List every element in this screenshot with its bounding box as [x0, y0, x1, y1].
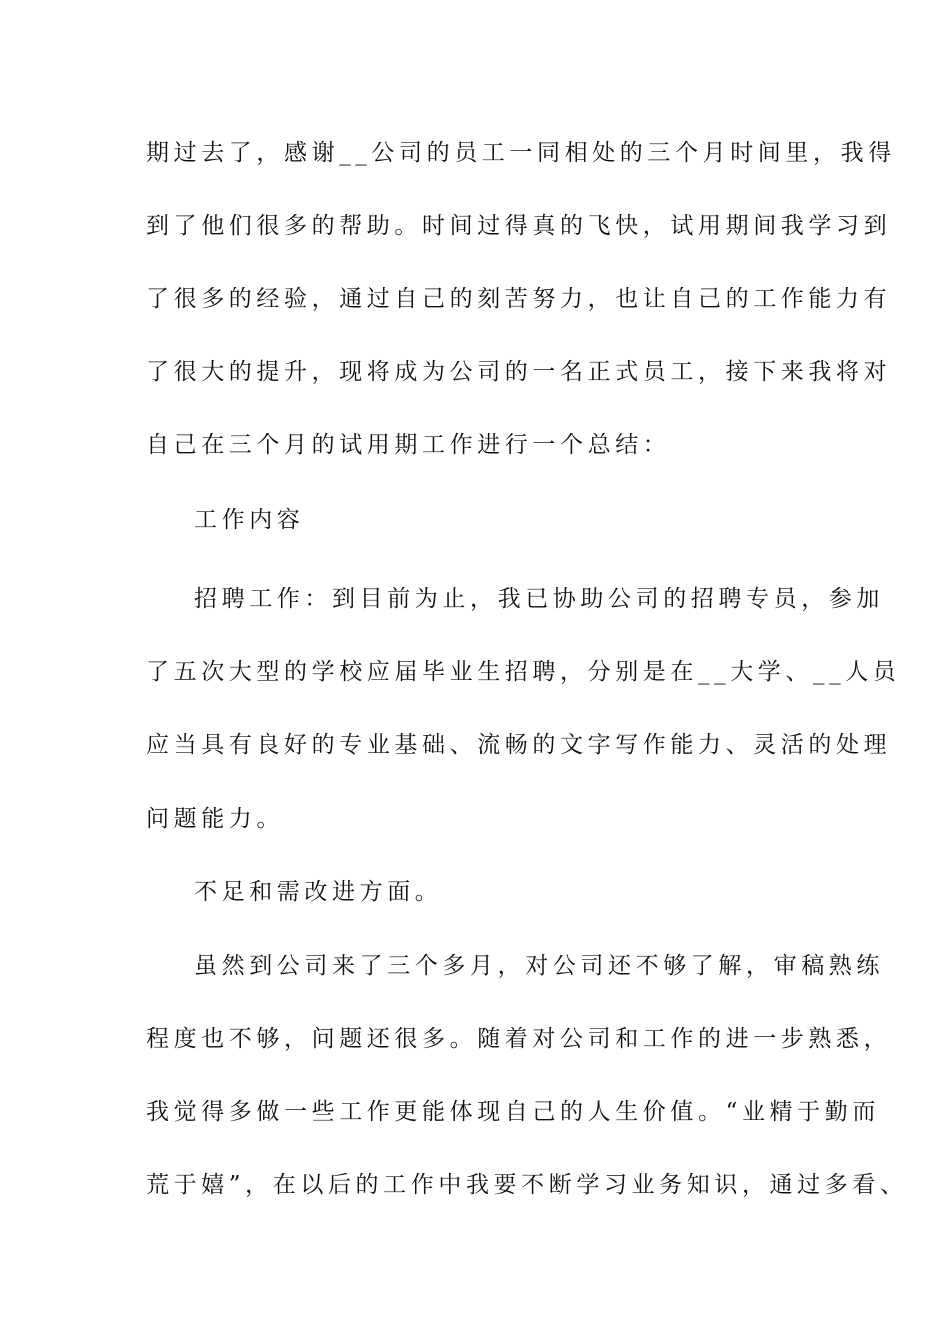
paragraph-line: 招聘工作：到目前为止，我已协助公司的招聘专员，参加 [194, 586, 884, 612]
paragraph-line: 我觉得多做一些工作更能体现自己的人生价值。“业精于勤而 [146, 1099, 880, 1125]
paragraph-line: 应当具有良好的专业基础、流畅的文字写作能力、灵活的处理 [146, 732, 892, 758]
paragraph-line: 程度也不够，问题还很多。随着对公司和工作的进一步熟悉， [146, 1026, 892, 1052]
paragraph-line: 期过去了，感谢__公司的员工一同相处的三个月时间里，我得 [146, 140, 896, 166]
paragraph-line: 问题能力。 [146, 806, 284, 832]
paragraph-line: 自己在三个月的试用期工作进行一个总结： [146, 432, 671, 458]
section-heading: 不足和需改进方面。 [194, 879, 443, 905]
paragraph-line: 到了他们很多的帮助。时间过得真的飞快，试用期间我学习到 [146, 213, 892, 239]
paragraph-line: 了五次大型的学校应届毕业生招聘，分别是在__大学、__人员 [146, 659, 901, 685]
paragraph-line: 虽然到公司来了三个多月，对公司还不够了解，审稿熟练 [194, 953, 884, 979]
paragraph-line: 了很多的经验，通过自己的刻苦努力，也让自己的工作能力有 [146, 286, 892, 312]
paragraph-line: 了很大的提升，现将成为公司的一名正式员工，接下来我将对 [146, 359, 892, 385]
section-heading: 工作内容 [194, 507, 305, 533]
paragraph-line: 荒于嬉”，在以后的工作中我要不断学习业务知识，通过多看、 [146, 1172, 908, 1198]
